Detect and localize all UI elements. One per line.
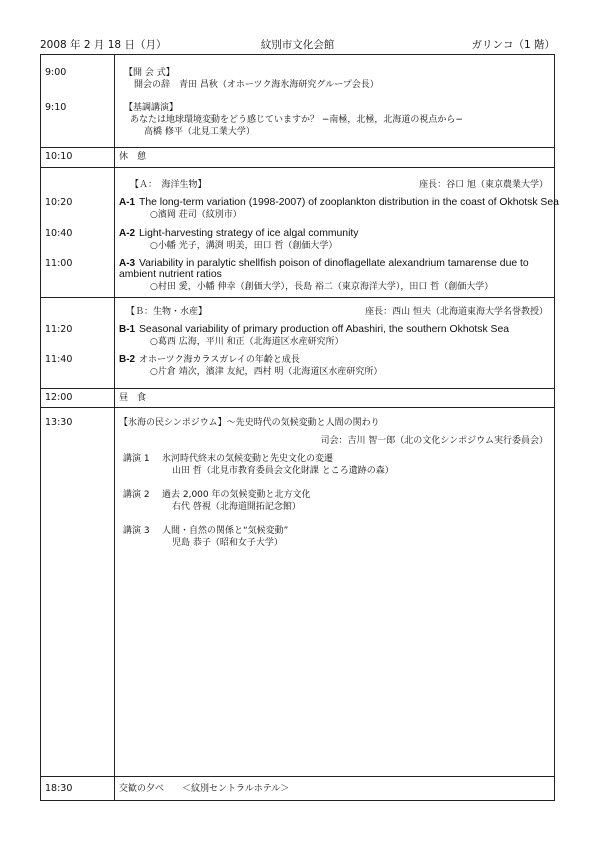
talk-title-a2: Light-harvesting strategy of ice algal community <box>139 228 359 239</box>
talk-authors-b1: ○葛西 広海，平川 和正（北海道区水産研究所） <box>150 337 344 347</box>
talk-authors-a2: ○小幡 光子，溝渕 明美，田口 哲（創価大学） <box>150 241 338 251</box>
header-date: 2008 年 2 月 18 日（月） <box>40 39 167 51</box>
time-11-40: 11:40 <box>45 354 73 365</box>
keynote-topic: あなたは地球環境変動をどう感じていますか？ −南極，北極，北海道の視点から− <box>130 115 463 125</box>
row-divider <box>41 297 554 298</box>
schedule-table <box>40 54 559 801</box>
talk-authors-b2: ○片倉 靖次，濱津 友紀，西村 明（北海道区水産研究所） <box>150 367 383 377</box>
header-room: ガリンコ（1 階） <box>471 39 555 51</box>
opening-remarks: 開会の辞 青田 昌秋（オホーツク海氷海研究グループ会長） <box>134 80 379 90</box>
talk-code-a1: A-1 <box>119 197 136 208</box>
time-10-20: 10:20 <box>45 197 73 208</box>
time-11-00: 11:00 <box>45 258 73 269</box>
keynote-speaker: 高橋 修平（北見工業大学） <box>144 127 255 137</box>
row-divider <box>41 407 554 408</box>
row-divider <box>41 388 554 389</box>
symposium-talk-speaker: 児島 恭子（昭和女子大学） <box>172 538 283 548</box>
row-divider <box>41 147 554 148</box>
symposium-talk-title: 人間・自然の関係と“気候変動” <box>162 526 289 536</box>
section-b-title: 【Ｂ：生物・水産】 <box>126 307 208 317</box>
keynote-title: 【基調講演】 <box>124 103 179 113</box>
time-9-10: 9:10 <box>45 102 67 113</box>
talk-title-a3-line1: Variability in paralytic shellfish poison of dinoflagellate alexandrium tamarense due to <box>139 258 529 269</box>
talk-authors-a1: ○濱岡 荘司（紋別市） <box>150 210 242 220</box>
section-a-title: 【Ａ： 海洋生物】 <box>130 180 207 190</box>
section-b-chair: 座長：西山 恒夫（北海道東海大学名誉教授） <box>365 307 548 317</box>
time-13-30: 13:30 <box>45 417 73 428</box>
break-label: 休 憩 <box>119 152 147 162</box>
lunch-label: 昼 食 <box>119 393 147 403</box>
symposium-talk-speaker: 右代 啓視（北海道開拓記念館） <box>172 502 301 512</box>
talk-title-a1: The long-term variation (1998-2007) of zooplankton distribution in the coast of Okhotsk Sea <box>139 197 559 208</box>
symposium-moderator: 司会：吉川 智一郎（北の文化シンポジウム実行委員会） <box>320 436 548 446</box>
symposium-talk-label: 講演 1 <box>123 454 150 464</box>
time-18-30: 18:30 <box>45 783 73 794</box>
time-11-20: 11:20 <box>45 324 73 335</box>
symposium-talk-title: 過去 2,000 年の気候変動と北方文化 <box>162 490 311 500</box>
section-a-chair: 座長：谷口 旭（東京農業大学） <box>419 180 548 190</box>
header-venue: 紋別市文化会館 <box>260 39 335 51</box>
talk-title-a3-line2: ambient nutrient ratios <box>119 269 222 280</box>
time-10-10: 10:10 <box>45 151 73 162</box>
time-9-00: 9:00 <box>45 67 67 78</box>
talk-code-b1: B-1 <box>119 324 136 335</box>
symposium-talk-label: 講演 3 <box>123 526 150 536</box>
opening-ceremony-title: 【開 会 式】 <box>124 68 175 78</box>
symposium-title: 【氷海の民シンポジウム】〜先史時代の気候変動と人間の関わり <box>119 418 380 428</box>
symposium-talk-speaker: 山田 哲（北見市教育委員会文化財課 ところ遺跡の森） <box>172 466 394 476</box>
time-10-40: 10:40 <box>45 228 73 239</box>
time-12-00: 12:00 <box>45 392 73 403</box>
symposium-talk-title: 氷河時代終末の気候変動と先史文化の変遷 <box>162 454 334 464</box>
row-divider <box>41 167 554 168</box>
reception-label: 交歓の夕べ ＜紋別セントラルホテル＞ <box>119 784 290 794</box>
talk-title-b1: Seasonal variability of primary production off Abashiri, the southern Okhotsk Sea <box>139 324 510 335</box>
talk-code-a2: A-2 <box>119 228 136 239</box>
talk-code-b2: B-2 <box>119 354 136 365</box>
row-divider <box>41 776 554 777</box>
talk-authors-a3: ○村田 愛，小幡 伸幸（創価大学），長島 裕二（東京海洋大学），田口 哲（創価大学） <box>150 282 494 292</box>
talk-title-b2: オホーツク海カラスガレイの年齢と成長 <box>139 355 300 365</box>
symposium-talk-label: 講演 2 <box>123 490 150 500</box>
talk-code-a3: A-3 <box>119 258 136 269</box>
